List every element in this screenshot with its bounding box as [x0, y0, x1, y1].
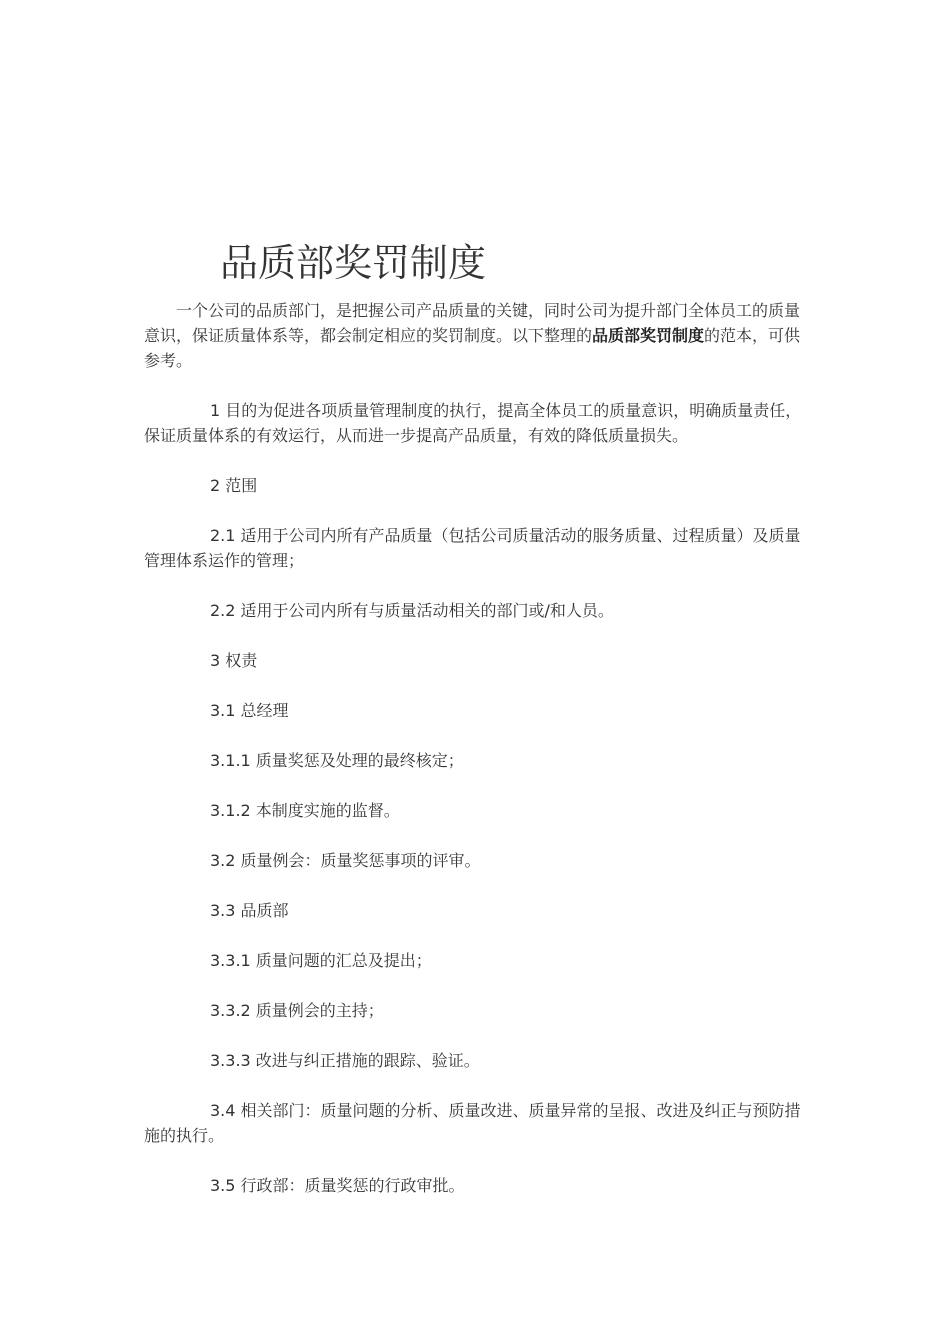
- section-3-1: 3.1 总经理: [210, 701, 289, 720]
- section-scope-2-1: 2.1 适用于公司内所有产品质量（包括公司质量活动的服务质量、过程质量）及质量管理体系运作的管理；: [144, 526, 801, 570]
- intro-text-before: 一个公司的品质部门，是把握公司产品质量的关键，同时公司为提升部门全体员工的质量意识，保证质量体系等，都会制定相应的奖罚制度。以下整理的: [144, 301, 801, 345]
- section-3-3-2: 3.3.2 质量例会的主持；: [210, 1001, 384, 1020]
- section-3-3: 3.3 品质部: [210, 901, 289, 920]
- section-scope-2-2: 2.2 适用于公司内所有与质量活动相关的部门或/和人员。: [210, 601, 614, 620]
- intro-text-bold: 品质部奖罚制度: [592, 326, 705, 345]
- document-body: [144, 298, 809, 1223]
- section-3-4: 3.4 相关部门：质量问题的分析、质量改进、质量异常的呈报、改进及纠正与预防措施的执行。: [144, 1101, 801, 1145]
- section-responsibility-heading: 3 权责: [210, 651, 258, 670]
- section-3-3-1: 3.3.1 质量问题的汇总及提出；: [210, 951, 432, 970]
- section-purpose: 1 目的为促进各项质量管理制度的执行，提高全体员工的质量意识，明确质量责任，保证质量体系的有效运行，从而进一步提高产品质量，有效的降低质量损失。: [144, 401, 802, 445]
- section-3-1-1: 3.1.1 质量奖惩及处理的最终核定；: [210, 751, 464, 770]
- document-title: 品质部奖罚制度: [220, 241, 487, 285]
- section-scope-heading: 2 范围: [210, 476, 258, 495]
- section-3-2: 3.2 质量例会：质量奖惩事项的评审。: [210, 851, 481, 870]
- section-3-3-3: 3.3.3 改进与纠正措施的跟踪、验证。: [210, 1051, 480, 1070]
- intro-text-after: 的范本，可供参考。: [144, 326, 801, 370]
- intro-paragraph: [144, 298, 809, 373]
- section-3-5: 3.5 行政部：质量奖惩的行政审批。: [210, 1176, 465, 1195]
- section-3-1-2: 3.1.2 本制度实施的监督。: [210, 801, 400, 820]
